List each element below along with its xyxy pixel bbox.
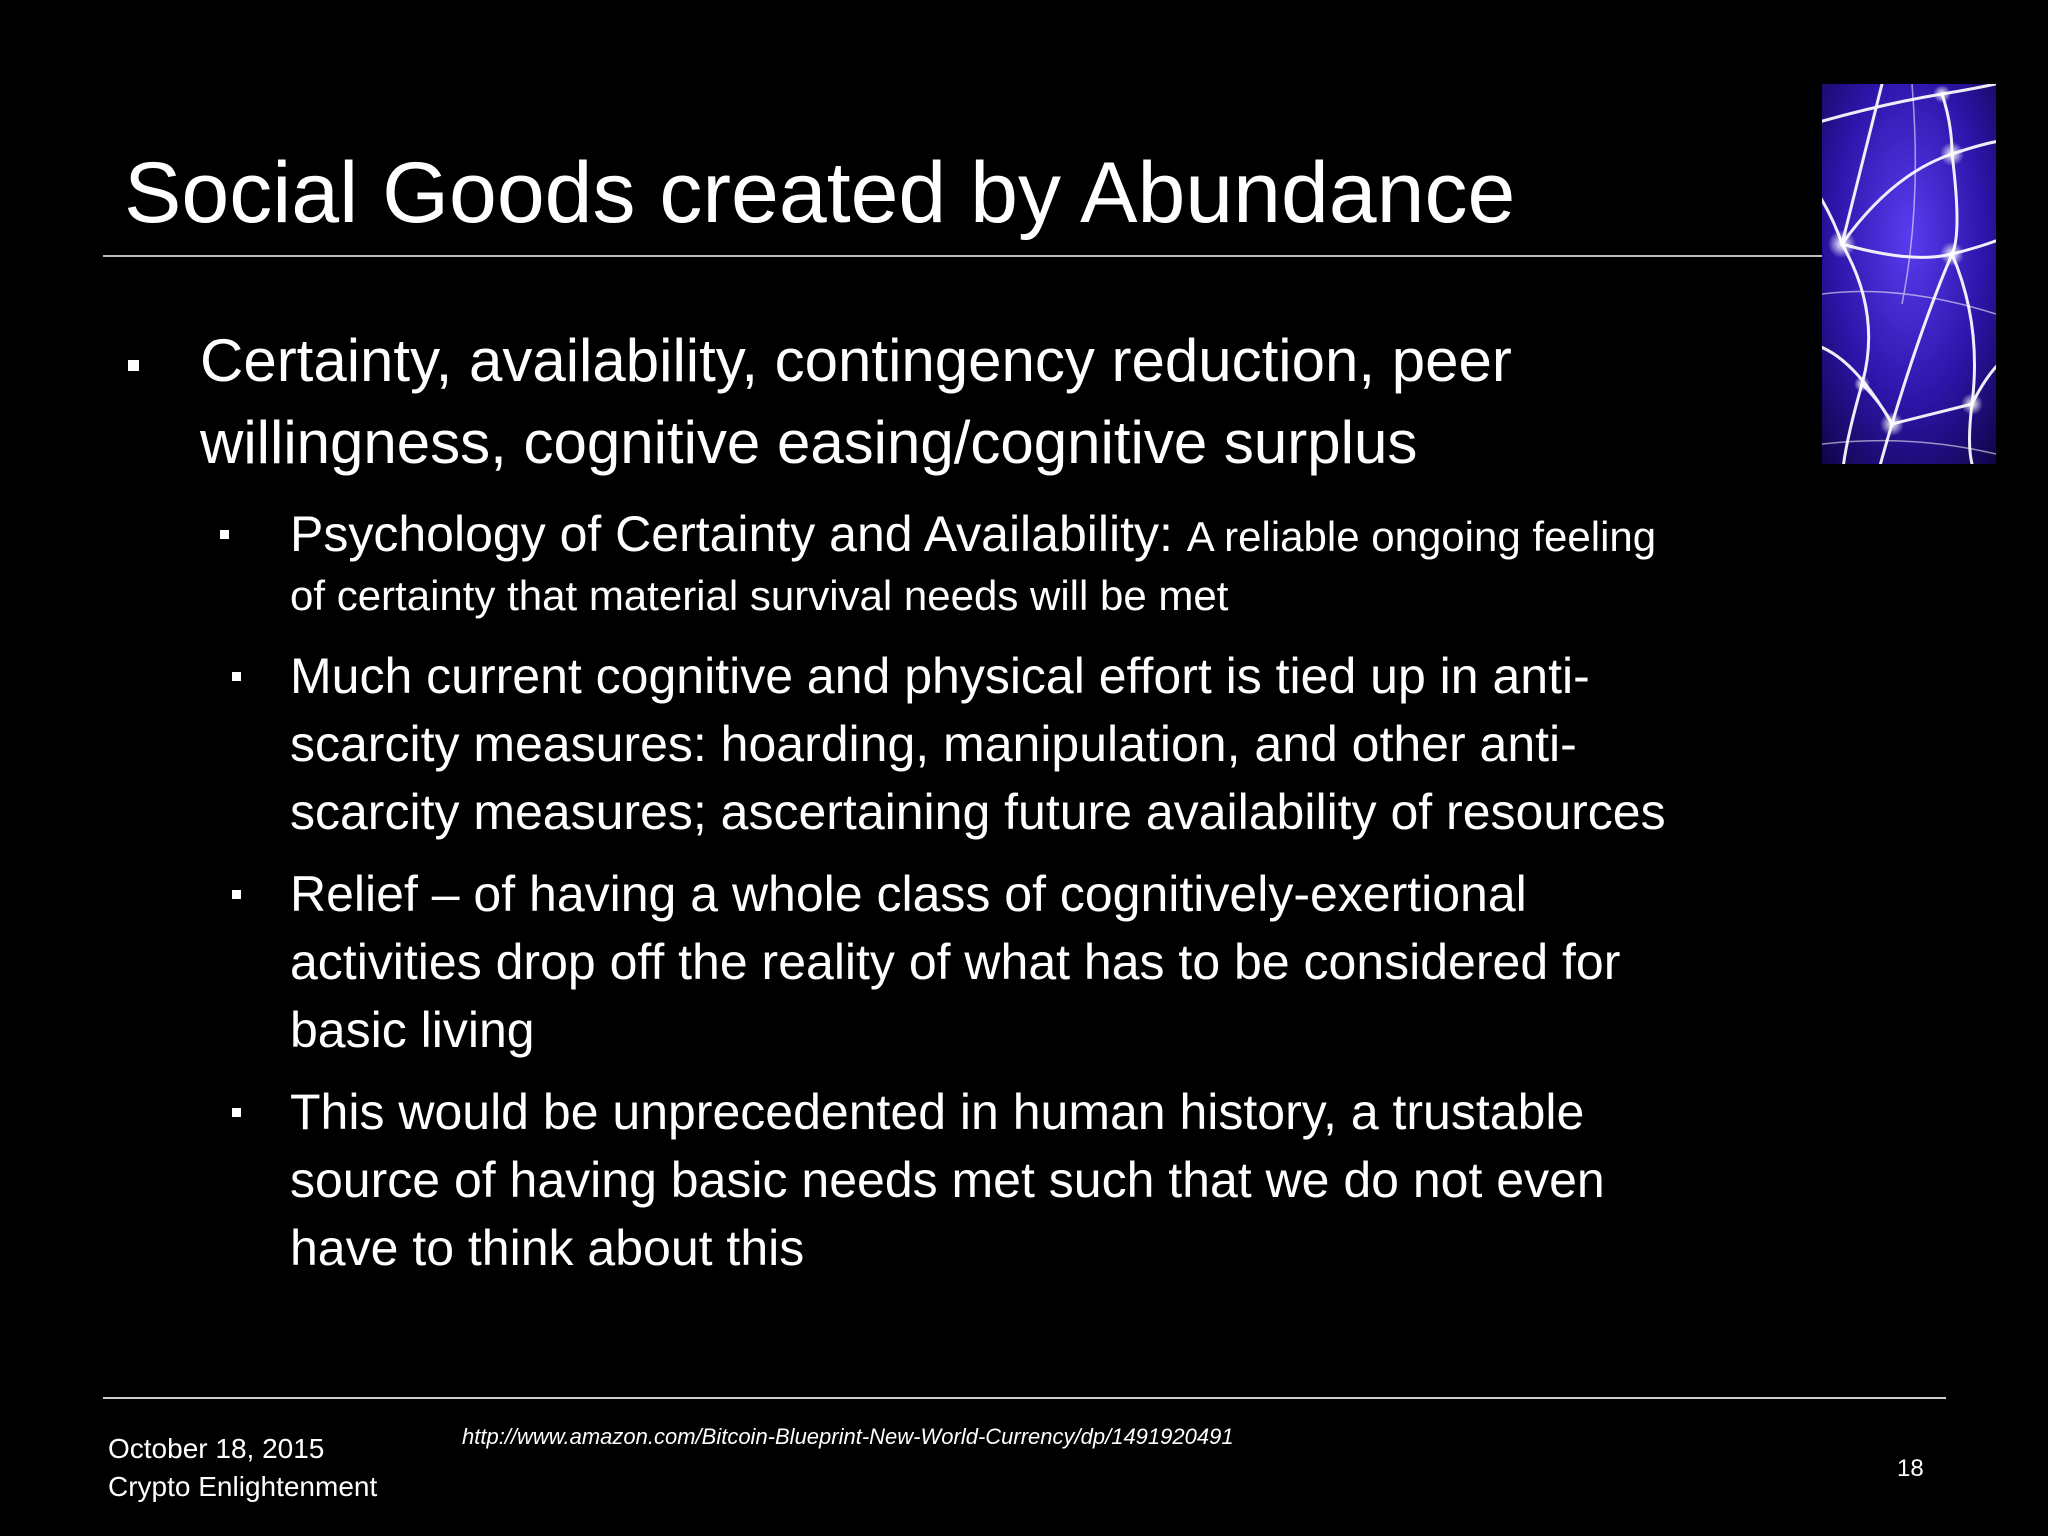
network-nodes-graphic	[1822, 84, 1996, 464]
title-divider	[103, 255, 1823, 257]
footer-divider	[103, 1397, 1946, 1399]
bullet-line: Much current cognitive and physical effort is tied up in anti-	[290, 648, 1590, 704]
bullet-line: activities drop off the reality of what has to be considered for	[290, 934, 1621, 990]
footer-source-link[interactable]: http://www.amazon.com/Bitcoin-Blueprint-New-World-Currency/dp/1491920491	[462, 1424, 1234, 1449]
bullet-line: have to think about this	[290, 1220, 805, 1276]
bullet-line-small: A reliable ongoing feeling	[1186, 513, 1657, 560]
footer-subtitle: Crypto Enlightenment	[108, 1471, 378, 1502]
square-bullet-icon	[220, 530, 229, 539]
bullet-line-main: Psychology of Certainty and Availability:	[290, 506, 1187, 562]
bullet-line	[290, 500, 1656, 571]
bullet-line: source of having basic needs met such that we do not even	[290, 1152, 1605, 1208]
bullet-line: Relief – of having a whole class of cognitively-exertional	[290, 866, 1527, 922]
footer-info	[108, 1430, 377, 1506]
network-nodes-image	[1822, 84, 1996, 464]
square-bullet-icon	[232, 890, 241, 899]
bullet-line: of certainty that material survival needs will be met	[290, 572, 1229, 619]
square-bullet-icon	[128, 360, 139, 371]
bullet-line: basic living	[290, 1002, 535, 1058]
square-bullet-icon	[232, 1108, 241, 1117]
square-bullet-icon	[232, 672, 241, 681]
bullet-line: scarcity measures; ascertaining future availability of resources	[290, 784, 1666, 840]
bullet-line: scarcity measures: hoarding, manipulation, and other anti-	[290, 716, 1577, 772]
page-number: 18	[1897, 1455, 1924, 1482]
bullet-line: willingness, cognitive easing/cognitive surplus	[200, 409, 1418, 476]
bullet-line: Certainty, availability, contingency reduction, peer	[200, 327, 1512, 394]
footer-date: October 18, 2015	[108, 1433, 325, 1464]
bullet-line: This would be unprecedented in human history, a trustable	[290, 1084, 1585, 1140]
slide-title: Social Goods created by Abundance	[124, 145, 1516, 241]
